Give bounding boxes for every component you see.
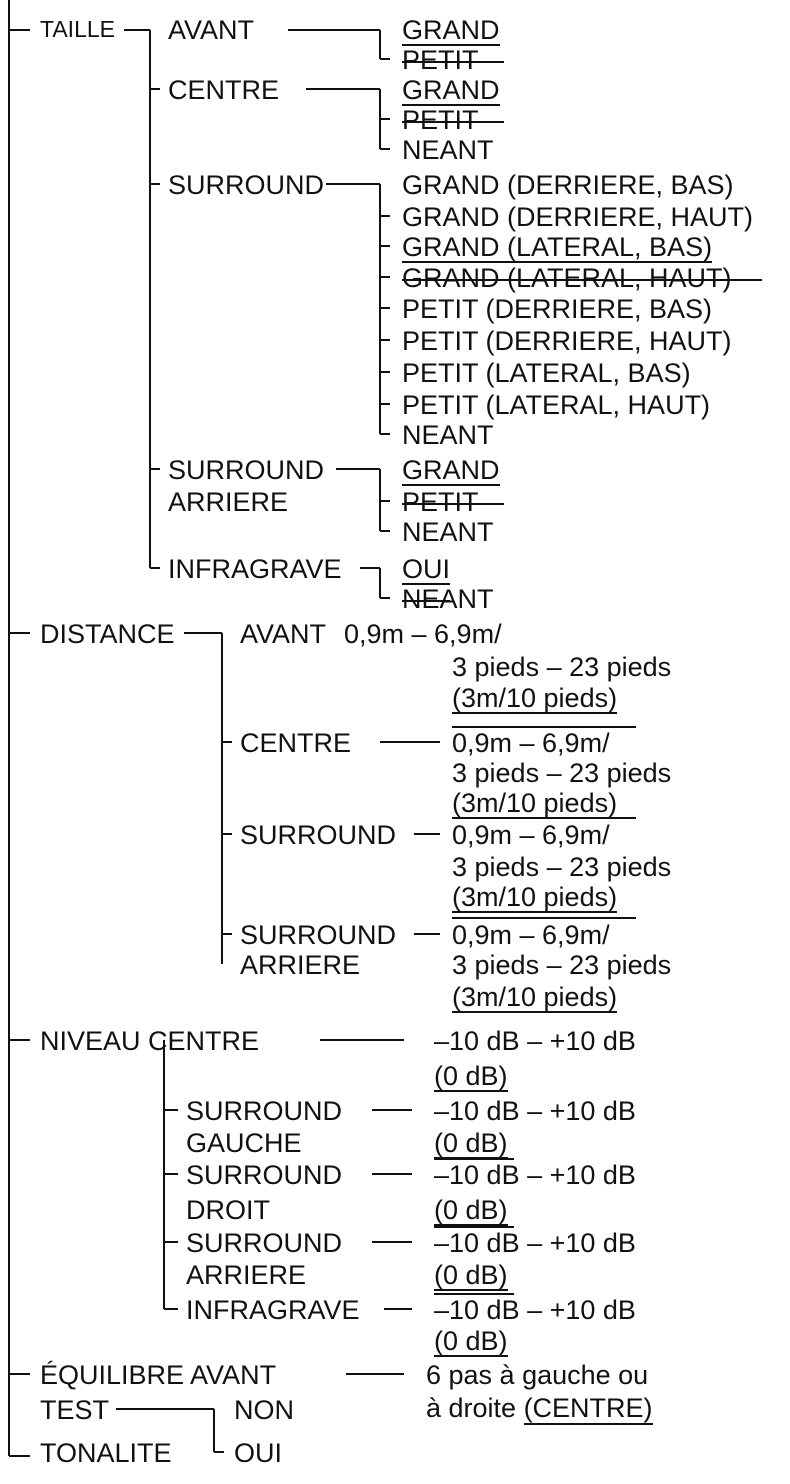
- taille-surround-option: GRAND (DERRIERE, HAUT): [402, 202, 754, 232]
- distance-surround-arriere-label: ARRIERE: [240, 950, 361, 980]
- niveau-surround-arriere-range: –10 dB – +10 dB: [434, 1228, 636, 1258]
- niveau-surround-arriere-label: ARRIERE: [186, 1260, 307, 1290]
- taille-label: TAILLE: [40, 16, 115, 42]
- distance-surround-arriere-label: SURROUND: [240, 920, 397, 950]
- niveau-surround-gauche-label: GAUCHE: [186, 1128, 302, 1158]
- taille-centre-option-petit: PETIT: [402, 105, 479, 135]
- taille-surround-arriere-option-grand: GRAND: [402, 455, 500, 485]
- distance-surround-arriere-range: 3 pieds – 23 pieds: [452, 950, 672, 980]
- niveau-surround-droit-default: (0 dB): [434, 1195, 508, 1225]
- taille-centre-option-neant: NEANT: [402, 135, 494, 165]
- niveau-infragrave-label: INFRAGRAVE: [186, 1295, 360, 1325]
- niveau-centre-label: NIVEAU CENTRE: [40, 1026, 260, 1056]
- niveau-surround-droit-label: SURROUND: [186, 1160, 343, 1190]
- niveau-infragrave-range: –10 dB – +10 dB: [434, 1295, 636, 1325]
- taille-avant-label: AVANT: [168, 15, 255, 45]
- distance-surround-default: (3m/10 pieds): [452, 882, 618, 912]
- taille-surround-arriere-option-petit: PETIT: [402, 487, 479, 517]
- distance-label: DISTANCE: [40, 619, 175, 649]
- taille-surround-option: PETIT (LATERAL, HAUT): [402, 390, 711, 420]
- equilibre-avant-value: 6 pas à gauche ou: [426, 1360, 649, 1390]
- niveau-surround-arriere-label: SURROUND: [186, 1228, 343, 1258]
- distance-avant-range: 0,9m – 6,9m/: [344, 619, 502, 649]
- taille-surround-option: NEANT: [402, 420, 494, 450]
- niveau-surround-droit-label: DROIT: [186, 1195, 270, 1225]
- niveau-surround-gauche-default: (0 dB): [434, 1128, 508, 1158]
- taille-surround-option: PETIT (LATERAL, BAS): [402, 358, 691, 388]
- taille-infragrave-option-neant: NEANT: [402, 584, 494, 614]
- distance-centre-range: 3 pieds – 23 pieds: [452, 758, 672, 788]
- distance-centre-range: 0,9m – 6,9m/: [452, 728, 610, 758]
- taille-surround-option: GRAND (LATERAL, BAS): [402, 232, 713, 262]
- distance-surround-range: 0,9m – 6,9m/: [452, 820, 610, 850]
- taille-centre-option-grand: GRAND: [402, 75, 500, 105]
- taille-surround-option: GRAND (DERRIERE, BAS): [402, 170, 734, 200]
- taille-infragrave-label: INFRAGRAVE: [168, 554, 342, 584]
- distance-surround-range: 3 pieds – 23 pieds: [452, 852, 672, 882]
- taille-surround-option: GRAND (LATERAL, HAUT): [402, 263, 732, 293]
- distance-centre-default: (3m/10 pieds): [452, 788, 618, 818]
- niveau-infragrave-default: (0 dB): [434, 1326, 508, 1356]
- niveau-surround-droit-range: –10 dB – +10 dB: [434, 1160, 636, 1190]
- equilibre-avant-value: [426, 1395, 653, 1422]
- distance-avant-default: (3m/10 pieds): [452, 683, 618, 713]
- test-tonalite-option-non: NON: [234, 1395, 294, 1425]
- distance-avant-range: 3 pieds – 23 pieds: [452, 652, 672, 682]
- taille-avant-option-petit: PETIT: [402, 45, 479, 75]
- taille-surround-arriere-label: ARRIERE: [168, 487, 289, 517]
- niveau-surround-gauche-range: –10 dB – +10 dB: [434, 1096, 636, 1126]
- taille-surround-option: PETIT (DERRIERE, BAS): [402, 294, 713, 324]
- equilibre-avant-default: (CENTRE): [523, 1393, 653, 1423]
- equilibre-avant-label: ÉQUILIBRE AVANT: [40, 1360, 277, 1390]
- distance-surround-arriere-default: (3m/10 pieds): [452, 982, 618, 1012]
- test-tonalite-option-oui: OUI: [234, 1438, 283, 1468]
- niveau-surround-arriere-default: (0 dB): [434, 1260, 508, 1290]
- taille-surround-arriere-label: SURROUND: [168, 455, 325, 485]
- taille-surround-option: PETIT (DERRIERE, HAUT): [402, 326, 732, 356]
- equilibre-avant-value-prefix: à droite: [426, 1393, 524, 1423]
- test-tonalite-label: TEST: [40, 1395, 110, 1425]
- test-tonalite-label: TONALITE: [40, 1438, 172, 1468]
- distance-surround-label: SURROUND: [240, 820, 397, 850]
- taille-surround-label: SURROUND: [168, 170, 325, 200]
- niveau-surround-gauche-label: SURROUND: [186, 1096, 343, 1126]
- distance-avant-label: AVANT: [240, 619, 327, 649]
- distance-centre-label: CENTRE: [240, 728, 352, 758]
- taille-infragrave-option-oui: OUI: [402, 554, 451, 584]
- niveau-centre-default: (0 dB): [434, 1061, 508, 1091]
- taille-centre-label: CENTRE: [168, 75, 280, 105]
- taille-avant-option-grand: GRAND: [402, 15, 500, 45]
- distance-surround-arriere-range: 0,9m – 6,9m/: [452, 920, 610, 950]
- niveau-centre-range: –10 dB – +10 dB: [434, 1026, 636, 1056]
- taille-surround-arriere-option-neant: NEANT: [402, 517, 494, 547]
